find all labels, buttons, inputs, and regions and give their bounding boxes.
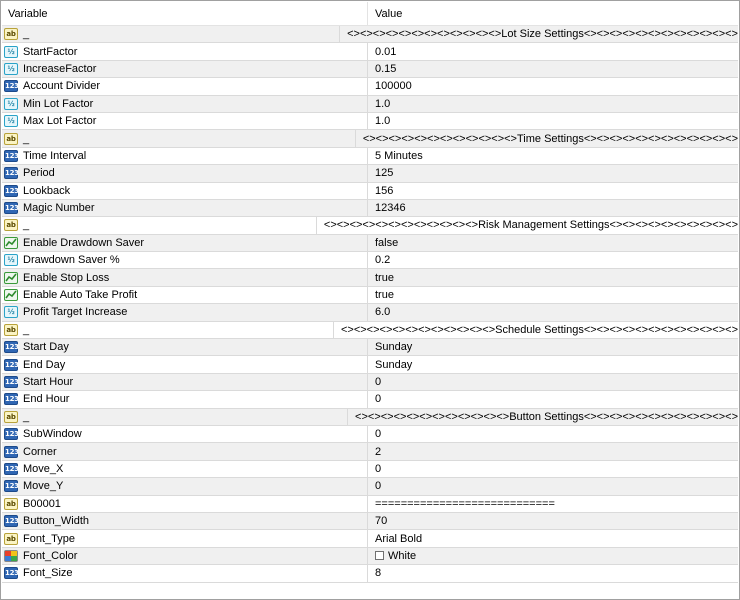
table-row[interactable] <box>2 513 738 530</box>
table-header <box>2 2 738 26</box>
table-row[interactable] <box>2 339 738 356</box>
integer-type-icon: 123 <box>5 343 19 352</box>
double-type-icon: ½ <box>4 306 18 318</box>
value-text: 70 <box>375 515 388 528</box>
variable-name: _ <box>23 323 30 336</box>
value-cell[interactable] <box>368 461 738 477</box>
table-row[interactable] <box>2 356 738 373</box>
variable-name: _ <box>23 410 30 423</box>
value-text: 100000 <box>375 80 412 93</box>
value-text: Sunday <box>375 358 413 371</box>
value-cell[interactable] <box>368 530 738 546</box>
value-cell[interactable] <box>368 478 738 494</box>
double-type-icon: ½ <box>4 98 18 110</box>
value-cell[interactable] <box>368 513 738 529</box>
variable-name: _ <box>23 28 30 41</box>
value-cell[interactable] <box>368 61 738 77</box>
table-row[interactable] <box>2 530 738 547</box>
variable-cell[interactable] <box>2 409 348 425</box>
value-text: 5 Minutes <box>375 149 423 162</box>
variable-name: Account Divider <box>23 80 101 93</box>
variable-name: Drawdown Saver % <box>23 254 120 267</box>
table-row[interactable] <box>2 322 738 339</box>
variable-cell[interactable] <box>2 287 368 303</box>
table-row[interactable] <box>2 304 738 321</box>
value-cell[interactable] <box>368 565 738 581</box>
variable-cell[interactable] <box>2 61 368 77</box>
integer-type-icon: 123 <box>5 395 19 404</box>
table-row[interactable] <box>2 287 738 304</box>
table-row[interactable] <box>2 374 738 391</box>
table-row[interactable] <box>2 61 738 78</box>
variable-name: IncreaseFactor <box>23 62 97 75</box>
integer-type-icon: 123 <box>5 82 19 91</box>
table-row[interactable] <box>2 200 738 217</box>
boolean-type-icon <box>4 272 18 284</box>
value-cell[interactable] <box>368 356 738 372</box>
value-cell[interactable] <box>368 183 738 199</box>
table-row[interactable] <box>2 409 738 426</box>
value-cell[interactable] <box>368 252 738 268</box>
table-row[interactable] <box>2 548 738 565</box>
value-cell[interactable] <box>334 322 738 338</box>
variable-cell[interactable] <box>2 356 368 372</box>
value-text: true <box>375 271 394 284</box>
variable-cell[interactable] <box>2 113 368 129</box>
variable-cell[interactable] <box>2 269 368 285</box>
value-text: 0 <box>375 462 382 475</box>
value-cell[interactable] <box>340 26 738 42</box>
variable-name: Time Interval <box>23 149 87 162</box>
variable-name: Enable Drawdown Saver <box>23 236 145 249</box>
value-cell[interactable] <box>368 374 738 390</box>
variable-name: StartFactor <box>23 45 78 58</box>
variable-cell[interactable] <box>2 496 368 512</box>
value-cell[interactable] <box>368 496 738 512</box>
table-body <box>2 26 738 583</box>
variable-name: Start Hour <box>23 376 74 388</box>
table-row[interactable] <box>2 461 738 478</box>
variable-name: Max Lot Factor <box>23 115 97 128</box>
value-cell[interactable] <box>368 339 738 355</box>
variable-name: End Hour <box>23 393 70 406</box>
column-header-value[interactable]: Value <box>375 8 403 20</box>
double-type-icon: ½ <box>4 115 18 127</box>
integer-type-icon: 123 <box>5 482 19 491</box>
variable-name: SubWindow <box>23 428 82 441</box>
variable-name: Start Day <box>23 341 69 354</box>
color-swatch[interactable] <box>375 551 384 560</box>
value-text: <><><><><><><><><><><><>Risk Management Settings<><><><><><><><><><> <box>323 219 738 232</box>
value-text: ============================ <box>375 497 555 510</box>
variable-cell[interactable] <box>2 26 340 42</box>
value-text: true <box>375 289 394 302</box>
value-text: <><><><><><><><><><><><>Time Settings<><><><><><><><><><><><> <box>362 132 738 145</box>
boolean-type-icon <box>4 237 18 249</box>
variable-name: Corner <box>23 445 57 458</box>
integer-type-icon: 123 <box>5 447 19 456</box>
variable-cell[interactable] <box>2 217 317 233</box>
variable-name: B00001 <box>23 497 61 510</box>
variable-cell[interactable] <box>2 78 368 94</box>
color-type-icon <box>4 550 18 562</box>
table-row[interactable] <box>2 96 738 113</box>
value-cell[interactable] <box>368 96 738 112</box>
value-text: 156 <box>375 184 394 197</box>
value-cell[interactable] <box>368 200 738 216</box>
integer-type-icon: 123 <box>5 464 19 473</box>
value-cell[interactable] <box>317 217 738 233</box>
value-text: <><><><><><><><><><><><>Button Settings<><><><><><><><><><><><> <box>355 410 738 423</box>
integer-type-icon: 123 <box>5 378 19 386</box>
value-text: 8 <box>375 567 382 580</box>
table-row[interactable] <box>2 183 738 200</box>
value-cell[interactable] <box>368 269 738 285</box>
table-row[interactable] <box>2 443 738 460</box>
variable-cell[interactable] <box>2 339 368 355</box>
double-type-icon: ½ <box>4 63 18 75</box>
table-row[interactable] <box>2 148 738 165</box>
variable-cell[interactable] <box>2 200 368 216</box>
variable-cell[interactable] <box>2 461 368 477</box>
value-cell[interactable] <box>368 304 738 320</box>
variable-name: Period <box>23 167 55 180</box>
value-text: 6.0 <box>375 306 391 319</box>
variable-name: Move_X <box>23 462 64 475</box>
value-cell[interactable] <box>356 130 738 146</box>
double-type-icon: ½ <box>4 46 18 58</box>
variable-cell[interactable] <box>2 548 368 564</box>
value-cell[interactable] <box>348 409 738 425</box>
table-row[interactable] <box>2 113 738 130</box>
value-text: 2 <box>375 445 382 458</box>
integer-type-icon: 123 <box>5 204 19 213</box>
table-row[interactable] <box>2 565 738 582</box>
value-cell[interactable] <box>368 235 738 251</box>
variable-name: Lookback <box>23 184 71 197</box>
string-type-icon: ab <box>4 219 18 231</box>
value-text: 0 <box>375 376 382 388</box>
variable-cell[interactable] <box>2 183 368 199</box>
variable-name: Move_Y <box>23 480 64 493</box>
table-row[interactable] <box>2 26 738 43</box>
value-cell[interactable] <box>368 548 738 564</box>
table-row[interactable] <box>2 43 738 60</box>
value-cell[interactable] <box>368 113 738 129</box>
boolean-type-icon <box>4 289 18 301</box>
value-cell[interactable] <box>368 443 738 459</box>
string-type-icon: ab <box>4 411 18 423</box>
value-text: Arial Bold <box>375 532 423 545</box>
variable-cell[interactable] <box>2 530 368 546</box>
variable-cell[interactable] <box>2 513 368 529</box>
variable-cell[interactable] <box>2 374 368 390</box>
variable-name: Font_Color <box>23 549 78 562</box>
integer-type-icon: 123 <box>5 360 19 369</box>
table-row[interactable] <box>2 165 738 182</box>
value-text: 125 <box>375 167 394 180</box>
value-text: 1.0 <box>375 115 391 128</box>
integer-type-icon: 123 <box>5 169 19 178</box>
variable-cell[interactable] <box>2 148 368 164</box>
variable-cell[interactable] <box>2 43 368 59</box>
variable-name: _ <box>23 219 30 232</box>
value-text: <><><><><><><><><><><><>Schedule Settings<><><><><><><><><><><><> <box>340 323 738 336</box>
value-text: 0 <box>375 393 382 406</box>
table-row[interactable] <box>2 426 738 443</box>
variable-name: Min Lot Factor <box>23 97 94 110</box>
value-text: 12346 <box>375 202 406 215</box>
value-text: Sunday <box>375 341 413 354</box>
value-text: 0 <box>375 428 382 441</box>
value-text: false <box>375 236 399 249</box>
string-type-icon: ab <box>4 28 18 40</box>
variable-cell[interactable] <box>2 165 368 181</box>
string-type-icon: ab <box>4 533 18 545</box>
table-row[interactable] <box>2 130 738 147</box>
integer-type-icon: 123 <box>5 186 19 195</box>
value-text: 0.15 <box>375 62 397 75</box>
table-row[interactable] <box>2 269 738 286</box>
variable-name: Magic Number <box>23 202 95 215</box>
variable-name: Profit Target Increase <box>23 306 128 319</box>
integer-type-icon: 123 <box>5 151 19 160</box>
value-text: 1.0 <box>375 97 391 110</box>
variable-cell[interactable] <box>2 96 368 112</box>
value-cell[interactable] <box>368 78 738 94</box>
value-cell[interactable] <box>368 165 738 181</box>
string-type-icon: ab <box>4 498 18 510</box>
table-row[interactable] <box>2 478 738 495</box>
variable-name: End Day <box>23 358 66 371</box>
variable-cell[interactable] <box>2 252 368 268</box>
value-cell[interactable] <box>368 426 738 442</box>
value-cell[interactable] <box>368 43 738 59</box>
table-row[interactable] <box>2 217 738 234</box>
value-cell[interactable] <box>368 391 738 407</box>
integer-type-icon: 123 <box>5 569 19 578</box>
variable-name: Enable Stop Loss <box>23 271 110 284</box>
value-text: 0.01 <box>375 45 397 58</box>
variable-name: Font_Type <box>23 532 75 545</box>
variable-cell[interactable] <box>2 565 368 581</box>
value-text: White <box>388 549 417 562</box>
variable-name: _ <box>23 132 30 145</box>
variable-cell[interactable] <box>2 391 368 407</box>
table-row[interactable] <box>2 78 738 95</box>
variable-name: Font_Size <box>23 567 73 580</box>
integer-type-icon: 123 <box>5 517 19 526</box>
value-cell[interactable] <box>368 287 738 303</box>
variable-cell[interactable] <box>2 426 368 442</box>
table-row[interactable] <box>2 496 738 513</box>
table-row[interactable] <box>2 391 738 408</box>
string-type-icon: ab <box>4 133 18 145</box>
double-type-icon: ½ <box>4 254 18 266</box>
variable-cell[interactable] <box>2 478 368 494</box>
table-row[interactable] <box>2 235 738 252</box>
variable-name: Enable Auto Take Profit <box>23 289 138 302</box>
variable-cell[interactable] <box>2 304 368 320</box>
value-text: 0 <box>375 480 382 493</box>
variable-cell[interactable] <box>2 322 334 338</box>
column-header-variable[interactable]: Variable <box>2 2 368 25</box>
variable-cell[interactable] <box>2 235 368 251</box>
variable-cell[interactable] <box>2 443 368 459</box>
value-text: <><><><><><><><><><><><>Lot Size Settings<><><><><><><><><><><><> <box>347 28 738 41</box>
string-type-icon: ab <box>4 324 18 336</box>
value-cell[interactable] <box>368 148 738 164</box>
variable-cell[interactable] <box>2 130 356 146</box>
value-text: 0.2 <box>375 254 391 267</box>
integer-type-icon: 123 <box>5 430 19 439</box>
table-row[interactable] <box>2 252 738 269</box>
variable-name: Button_Width <box>23 515 90 528</box>
